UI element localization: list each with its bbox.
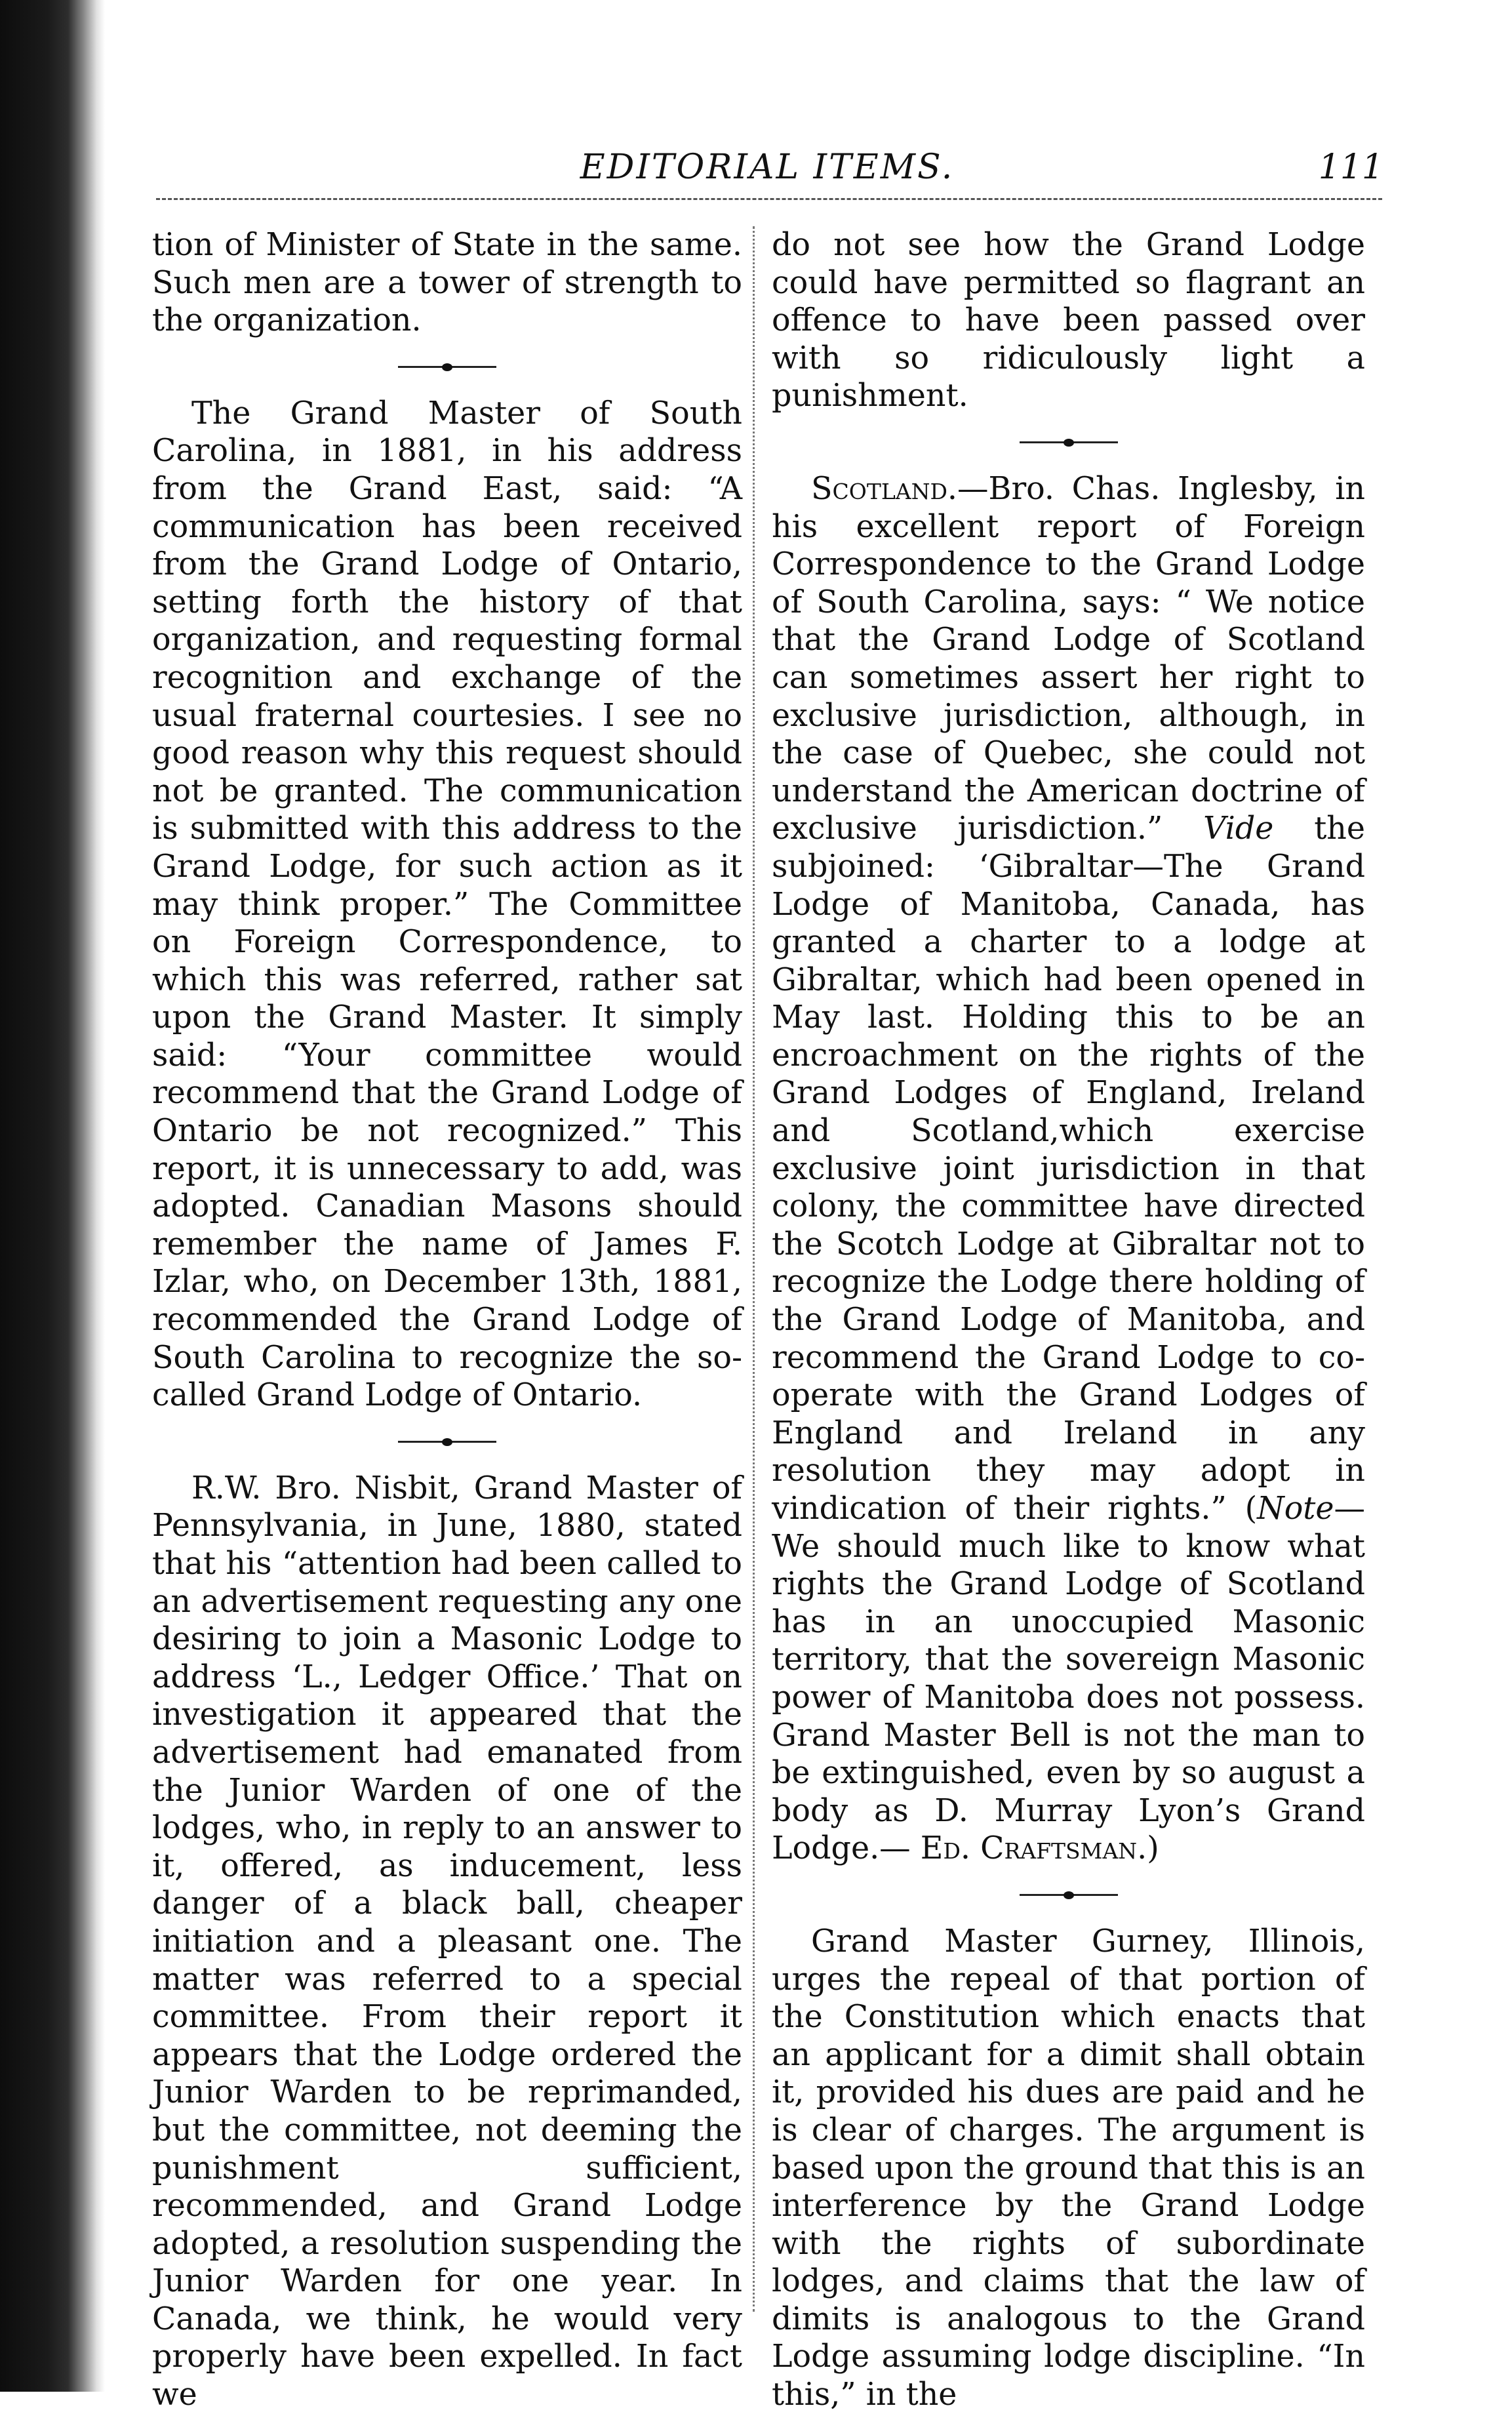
paragraph-pennsylvania-continuation: do not see how the Grand Lodge could have permitted so flagrant an offence to have been passed over with so ridiculously light a punishment. <box>772 227 1365 414</box>
paragraph-south-carolina: The Grand Master of South Carolina, in 1881, in his address from the Grand East, said: “A communication has been received from the Grand Lodge of Ontario, setting forth the history of that organization, and requesting formal recognition and exchange of the usual fraternal courtesies. I see no good reason why this request should not be granted. The communication is submitted with this address to the Grand Lodge, for such action as it may think proper.” The Committee on Foreign Correspondence, to which this was referred, rather sat upon the Grand Master. It simply said: “Your committee would recommend that the Grand Lodge of Ontario be not recognized.” This report, it is unnecessary to add, was adopted. Canadian Masons should remember the name of James F. Izlar, who, on December 13th, 1881, recommended the Grand Lodge of South Carolina to recognize the so-called Grand Lodge of Ontario. <box>152 395 742 1414</box>
scotland-note-text: —We should much like to know what rights the Grand Lodge of Scotland has in an unoccupied Masonic territory, that the sovereign Masonic power of Manitoba does not possess. Grand Master Bell is not the man to be extinguished, even by so august a body as D. Murray Lyon’s Grand Lodge.— <box>772 1491 1365 1867</box>
vide-italic: Vide <box>1203 811 1274 847</box>
page-number: 111 <box>1318 148 1383 187</box>
header-rule <box>156 198 1382 200</box>
paragraph-minister-continuation: tion of Minister of State in the same. Such men are a tower of strength to the organization. <box>152 227 742 339</box>
section-separator <box>152 340 742 395</box>
scotland-rest: the subjoined: ‘Gibraltar—The Grand Lodge of Manitoba, Canada, has granted a charter to a lodge at Gibraltar, which had been opened in May last. Holding this to be an encroachment on the rights of the Grand Lodges of England, Ireland and Scotland,which exercise exclusive joint jurisdiction in that colony, the committee have directed the Scotch Lodge at Gibraltar not to recognize the Lodge there holding of the Grand Lodge of Manitoba, and recommend the Grand Lodge to co-operate with the Grand Lodges of England and Ireland in any resolution they may adopt in vindication of their rights.” ( <box>772 811 1366 1527</box>
scotland-close: ) <box>1147 1830 1159 1867</box>
section-separator <box>772 1868 1365 1923</box>
scotland-text: —Bro. Chas. Inglesby, in his excellent report of Foreign Correspondence to the Grand Lodge of South Carolina, says: “ We notice that the Grand Lodge of Scotland can sometimes assert her right to exclusive jurisdiction, although, in the case of Quebec, she could not understand the American doctrine of exclusive jurisdiction.” <box>772 470 1365 847</box>
note-italic: Note <box>1257 1491 1334 1527</box>
section-separator <box>772 415 1365 470</box>
paragraph-pennsylvania: R.W. Bro. Nisbit, Grand Master of Pennsylvania, in June, 1880, stated that his “attention had been called to an advertisement requesting any one desiring to join a Masonic Lodge to address ‘L., Ledger Office.’ That on investigation it appeared that the advertisement had emanated from the Junior Warden of one of the lodges, who, in reply to an answer to it, offered, as inducement, less danger of a black ball, cheaper initiation and a pleasant one. The matter was referred to a special committee. From their report it appears that the Lodge ordered the Junior Warden to be reprimanded, but the committee, not deeming the punishment sufficient, recommended, and Grand Lodge adopted, a resolution suspending the Junior Warden for one year. In Canada, we think, he would very properly have been expelled. In fact we <box>152 1470 742 2413</box>
scotland-lead: Scotland. <box>811 470 958 507</box>
paragraph-illinois: Grand Master Gurney, Illinois, urges the repeal of that portion of the Constitution which enacts that an applicant for a dimit shall obtain it, provided his dues are paid and he is clear of charges. The argument is based upon the ground that this is an interference by the Grand Lodge with the rights of subordinate lodges, and claims that the law of dimits is analogous to the Grand Lodge assuming lodge discipline. “In this,” in the <box>772 1923 1365 2413</box>
running-title: EDITORIAL ITEMS. <box>580 148 955 187</box>
left-column <box>152 226 742 2414</box>
book-spine-shadow <box>0 0 105 2392</box>
right-column <box>772 226 1365 2414</box>
editor-signature: Ed. Craftsman. <box>920 1830 1147 1867</box>
paragraph-scotland <box>772 470 1365 1868</box>
column-divider <box>753 226 755 2312</box>
section-separator <box>152 1415 742 1470</box>
